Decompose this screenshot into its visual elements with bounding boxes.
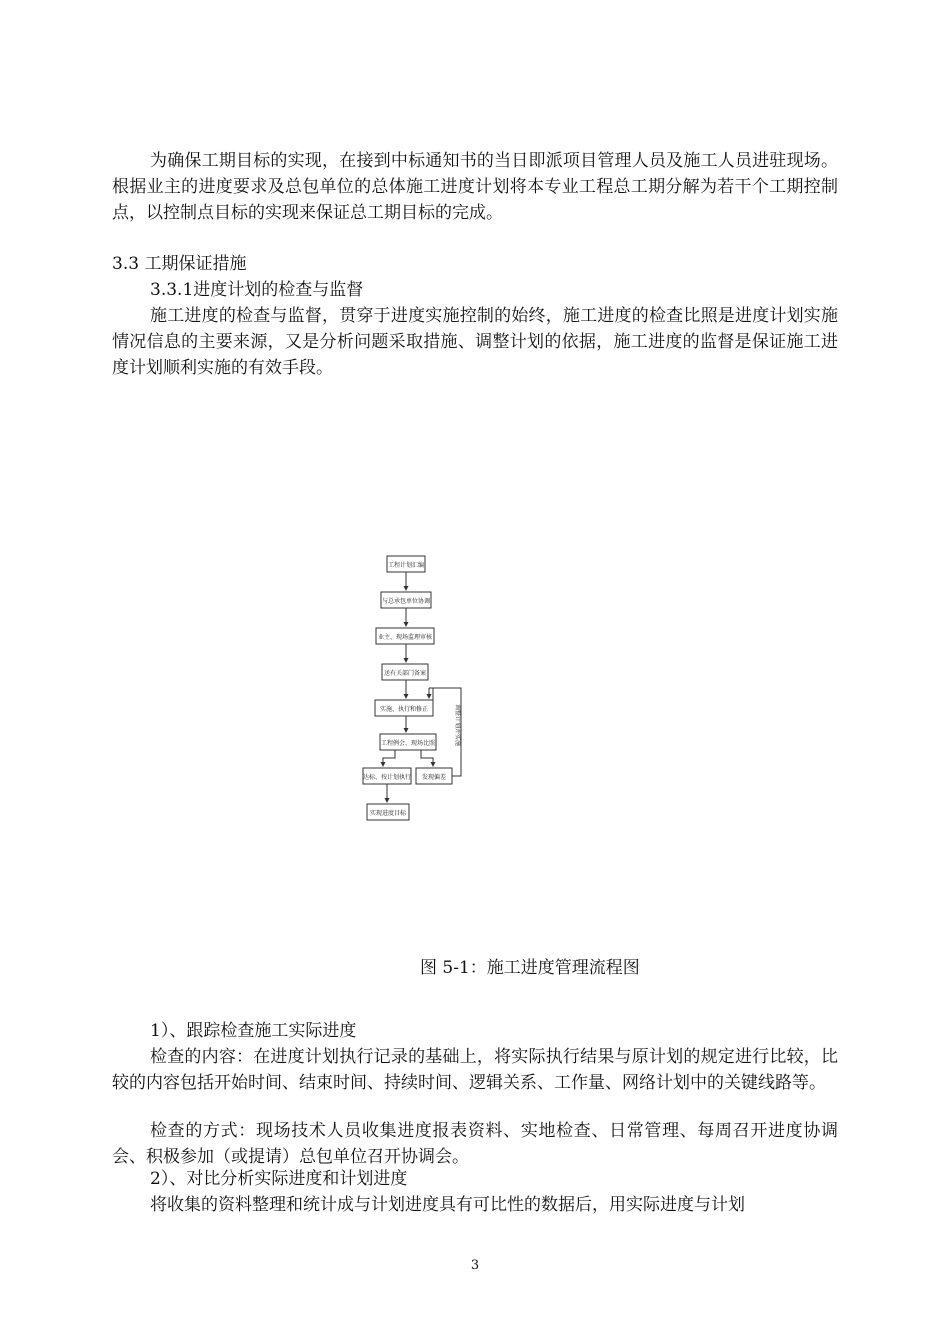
svg-text:实现进度目标: 实现进度目标 [369,810,407,817]
flow-box-execute [375,700,433,716]
feedback-label: 调整计划并实施 [454,704,461,747]
flow-box-coordinate [381,592,431,608]
intro-paragraph: 为确保工期目标的实现，在接到中标通知书的当日即派项目管理人员及施工人员进驻现场。根据业主的进度要求及总包单位的总体施工进度计划将本专业工程总工期分解为若干个工期控制点，以控制点目标的实现来保证总工期目标的完成。 [112,151,838,223]
flow-box-review [376,628,434,644]
flow-box-plan-compile [387,556,425,572]
svg-text:送有关部门备案: 送有关部门备案 [383,670,427,677]
svg-text:发现偏差: 发现偏差 [421,774,447,781]
svg-text:与总承包单位协调: 与总承包单位协调 [381,598,431,605]
svg-text:工程例会、现场比照: 工程例会、现场比照 [380,740,436,747]
check-method-paragraph: 检查的方式：现场技术人员收集进度报表资料、实地检查、日常管理、每周召开进度协调会、积极参加（或提请）总包单位召开协调会。 [112,1121,838,1167]
svg-text:达标、按计划执行: 达标、按计划执行 [362,774,412,781]
page-number: 3 [470,1258,480,1273]
flow-box-on-schedule [363,768,411,784]
flow-box-goal [367,804,409,820]
check-content-paragraph: 检查的内容：在进度计划执行记录的基础上，将实际执行结果与原计划的规定进行比较，比较的内容包括开始时间、结束时间、持续时间、逻辑关系、工作量、网络计划中的关键线路等。 [112,1047,838,1093]
list-item-2: 2）、对比分析实际进度和计划进度 [150,1169,408,1189]
figure-caption: 图 5-1：施工进度管理流程图 [420,958,640,978]
list-item-1: 1）、跟踪检查施工实际进度 [150,1021,357,1041]
svg-text:实施、执行和修正: 实施、执行和修正 [379,706,429,713]
section-heading-3-3: 3.3 工期保证措施 [112,254,247,274]
flow-box-meeting [380,734,436,750]
svg-text:业主、现场监理审核: 业主、现场监理审核 [377,634,433,641]
flow-box-deviation [416,768,452,784]
inspection-paragraph: 施工进度的检查与监督，贯穿于进度实施控制的始终，施工进度的检查比照是进度计划实施情况信息的主要来源，又是分析问题采取措施、调整计划的依据，施工进度的监督是保证施工进度计划顺利实施的有效手段。 [112,306,838,378]
flowchart [355,548,475,828]
flow-box-archive [382,664,428,680]
svg-text:工程计划汇编: 工程计划汇编 [387,562,425,569]
compare-paragraph: 将收集的资料整理和统计成与计划进度具有可比性的数据后，用实际进度与计划 [150,1195,745,1215]
subsection-heading-3-3-1: 3.3.1进度计划的检查与监督 [150,280,364,300]
